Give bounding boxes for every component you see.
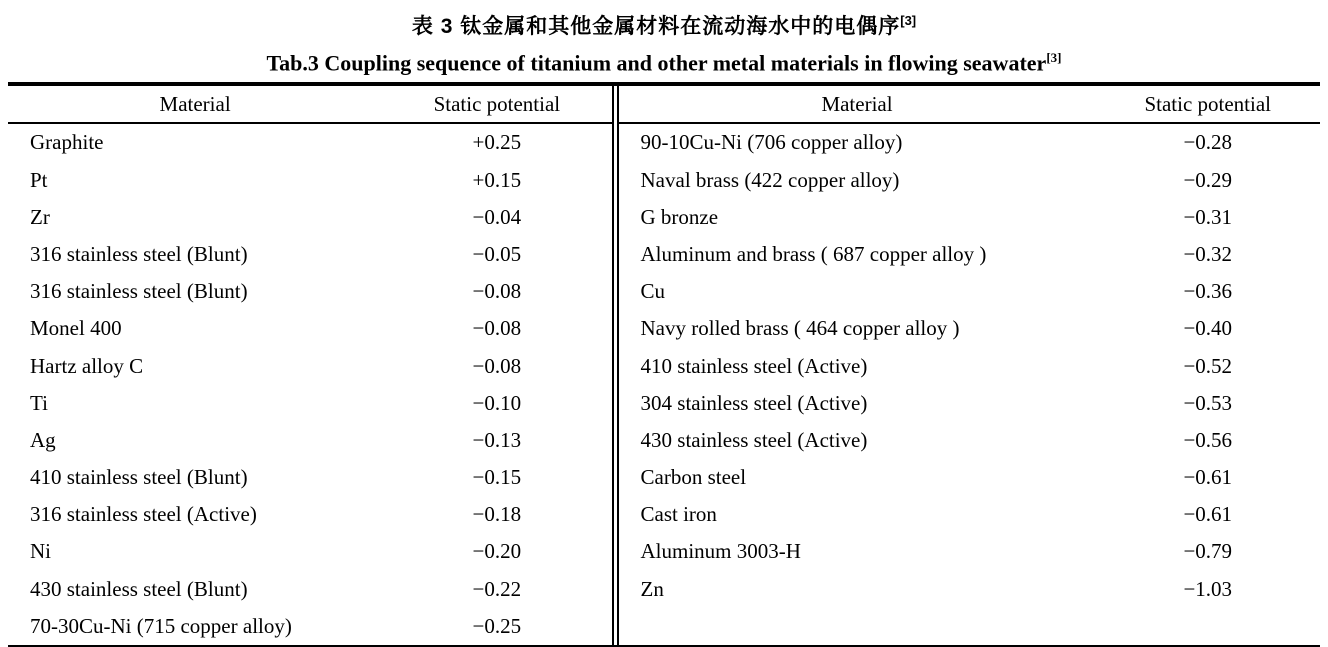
reference-superscript-en: [3] [1046,50,1062,65]
table-caption-english [8,43,1320,78]
table-row [8,124,612,161]
material-cell: 410 stainless steel (Blunt) [30,465,248,490]
material-cell: 70-30Cu-Ni (715 copper alloy) [30,613,292,638]
static-potential-cell: +0.15 [472,167,522,192]
material-cell: Carbon steel [640,465,747,490]
static-potential-cell: −0.53 [1183,390,1233,415]
table-row [619,162,1320,199]
table-row [8,608,612,645]
static-potential-cell: −0.79 [1183,539,1233,564]
static-potential-cell: −0.25 [472,613,522,638]
material-cell: Naval brass (422 copper alloy) [640,167,900,192]
static-potential-cell: −0.08 [472,353,522,378]
static-potential-cell: −0.40 [1183,316,1233,341]
table-row [8,459,612,496]
table-caption-english-text: Tab.3 Coupling sequence of titanium and other metal materials in flowing seawater [266,50,1047,76]
table-row [8,422,612,459]
static-potential-cell: −0.31 [1183,204,1233,229]
material-cell: Cu [640,279,666,304]
table-row [8,273,612,310]
static-potential-cell: −0.04 [472,204,522,229]
table-row [619,496,1320,533]
material-cell: G bronze [640,204,719,229]
static-potential-cell: −0.10 [472,390,522,415]
table-row [8,496,612,533]
table-header-row-right [619,86,1320,124]
material-cell: 316 stainless steel (Active) [30,502,257,527]
static-potential-cell: −0.08 [472,316,522,341]
material-cell: Zn [640,576,664,601]
static-potential-cell: −0.52 [1183,353,1233,378]
table-header-row-left [8,86,612,124]
table-row [619,310,1320,347]
table-row [8,199,612,236]
static-potential-cell: −0.20 [472,539,522,564]
coupling-sequence-table [8,82,1320,647]
static-potential-cell: −0.28 [1183,130,1233,155]
material-cell: Hartz alloy C [30,353,144,378]
material-cell: Navy rolled brass ( 464 copper alloy ) [640,316,960,341]
material-cell: Pt [30,167,48,192]
material-cell: Zr [30,204,50,229]
static-potential-cell: −0.29 [1183,167,1233,192]
material-cell: Ti [30,390,48,415]
material-cell: Cast iron [640,502,717,527]
table-row [619,273,1320,310]
table-row [619,459,1320,496]
table-row [619,124,1320,161]
static-potential-cell: −0.61 [1183,465,1233,490]
static-potential-cell: −0.18 [472,502,522,527]
static-potential-cell: −0.56 [1183,427,1233,452]
table-row [8,162,612,199]
table-row [619,385,1320,422]
static-potential-cell: −0.61 [1183,502,1233,527]
static-potential-cell: −0.22 [472,576,522,601]
material-cell: 410 stainless steel (Active) [640,353,868,378]
table-row [8,310,612,347]
static-potential-cell: −0.36 [1183,279,1233,304]
material-cell: Ni [30,539,51,564]
column-header-material: Material [159,91,231,116]
table-right-rows [619,124,1320,607]
column-header-static-potential: Static potential [433,91,561,116]
table-row [8,571,612,608]
table-right-half [612,86,1320,645]
table-row [619,347,1320,384]
static-potential-cell: −1.03 [1183,576,1233,601]
reference-superscript-zh: [3] [900,13,917,28]
column-header-material: Material [821,91,893,116]
static-potential-cell: −0.08 [472,279,522,304]
table-row [619,236,1320,273]
material-cell: Aluminum and brass ( 687 copper alloy ) [640,241,987,266]
table-left-half [8,86,612,645]
table-row [619,422,1320,459]
material-cell: Ag [30,427,56,452]
material-cell: 430 stainless steel (Active) [640,427,868,452]
table-row [8,385,612,422]
static-potential-cell: −0.05 [472,241,522,266]
table-caption-chinese [8,5,1320,43]
table-row [619,533,1320,570]
table-row [8,533,612,570]
table-row [619,199,1320,236]
column-header-static-potential: Static potential [1144,91,1272,116]
table-row [8,347,612,384]
static-potential-cell: −0.32 [1183,241,1233,266]
material-cell: 90-10Cu-Ni (706 copper alloy) [640,130,903,155]
material-cell: 316 stainless steel (Blunt) [30,241,248,266]
table-left-rows [8,124,612,645]
material-cell: Monel 400 [30,316,122,341]
material-cell: Aluminum 3003-H [640,539,801,564]
table-caption [8,5,1320,78]
material-cell: Graphite [30,130,104,155]
material-cell: 430 stainless steel (Blunt) [30,576,248,601]
static-potential-cell: +0.25 [472,130,522,155]
table-row [619,571,1320,608]
static-potential-cell: −0.15 [472,465,522,490]
table-row [8,236,612,273]
material-cell: 304 stainless steel (Active) [640,390,868,415]
static-potential-cell: −0.13 [472,427,522,452]
material-cell: 316 stainless steel (Blunt) [30,279,248,304]
table-caption-chinese-text: 表 3 钛金属和其他金属材料在流动海水中的电偶序 [411,15,901,38]
